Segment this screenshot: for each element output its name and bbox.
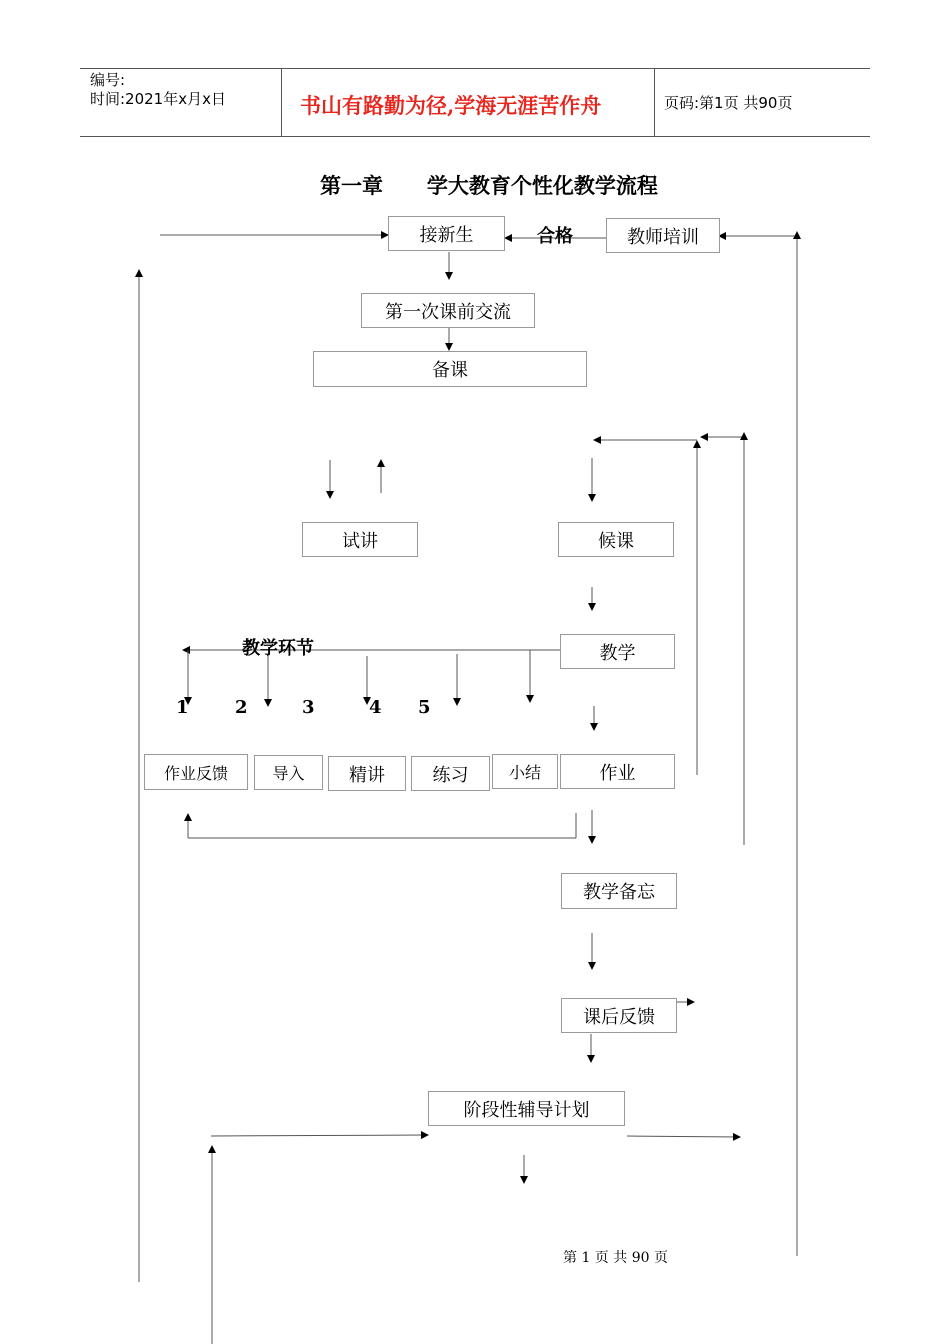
step-number-3: 3 [302, 697, 315, 718]
page-footer: 第 1 页 共 90 页 [563, 1250, 668, 1266]
teaching-memo-box: 教学备忘 [561, 873, 677, 909]
practice-box: 练习 [411, 756, 490, 791]
first-exchange-box: 第一次课前交流 [361, 293, 535, 328]
teaching-steps-label: 教学环节 [242, 638, 314, 659]
header-motto: 书山有路勤为径,学海无涯苦作舟 [300, 93, 602, 118]
prepare-lesson-box: 备课 [313, 351, 587, 387]
header-code-label: 编号: [90, 71, 126, 89]
teacher-training-box: 教师培训 [606, 218, 720, 253]
introduction-box: 导入 [254, 755, 323, 790]
waiting-class-box: 候课 [558, 522, 674, 557]
header-time-label: 时间:2021年x月x日 [90, 90, 226, 108]
step-number-1: 1 [176, 697, 189, 718]
arrow-into-plan [211, 1135, 428, 1136]
summary-box: 小结 [492, 754, 558, 789]
intensive-lecture-box: 精讲 [328, 756, 406, 791]
homework-feedback-box: 作业反馈 [144, 754, 248, 790]
header-page-info: 页码:第1页 共90页 [664, 94, 793, 112]
arrow-out-of-plan [627, 1136, 740, 1137]
trial-lecture-box: 试讲 [302, 522, 418, 557]
stage-plan-box: 阶段性辅导计划 [428, 1091, 625, 1126]
new-student-box: 接新生 [388, 216, 505, 251]
page-title: 第一章 学大教育个性化教学流程 [320, 173, 658, 198]
qualified-label: 合格 [537, 226, 573, 247]
after-class-feedback-box: 课后反馈 [561, 998, 677, 1033]
homework-box: 作业 [560, 754, 675, 789]
step-number-4: 4 [369, 697, 382, 718]
step-number-2: 2 [235, 697, 248, 718]
step-number-5: 5 [418, 697, 431, 718]
teaching-box: 教学 [560, 634, 675, 669]
